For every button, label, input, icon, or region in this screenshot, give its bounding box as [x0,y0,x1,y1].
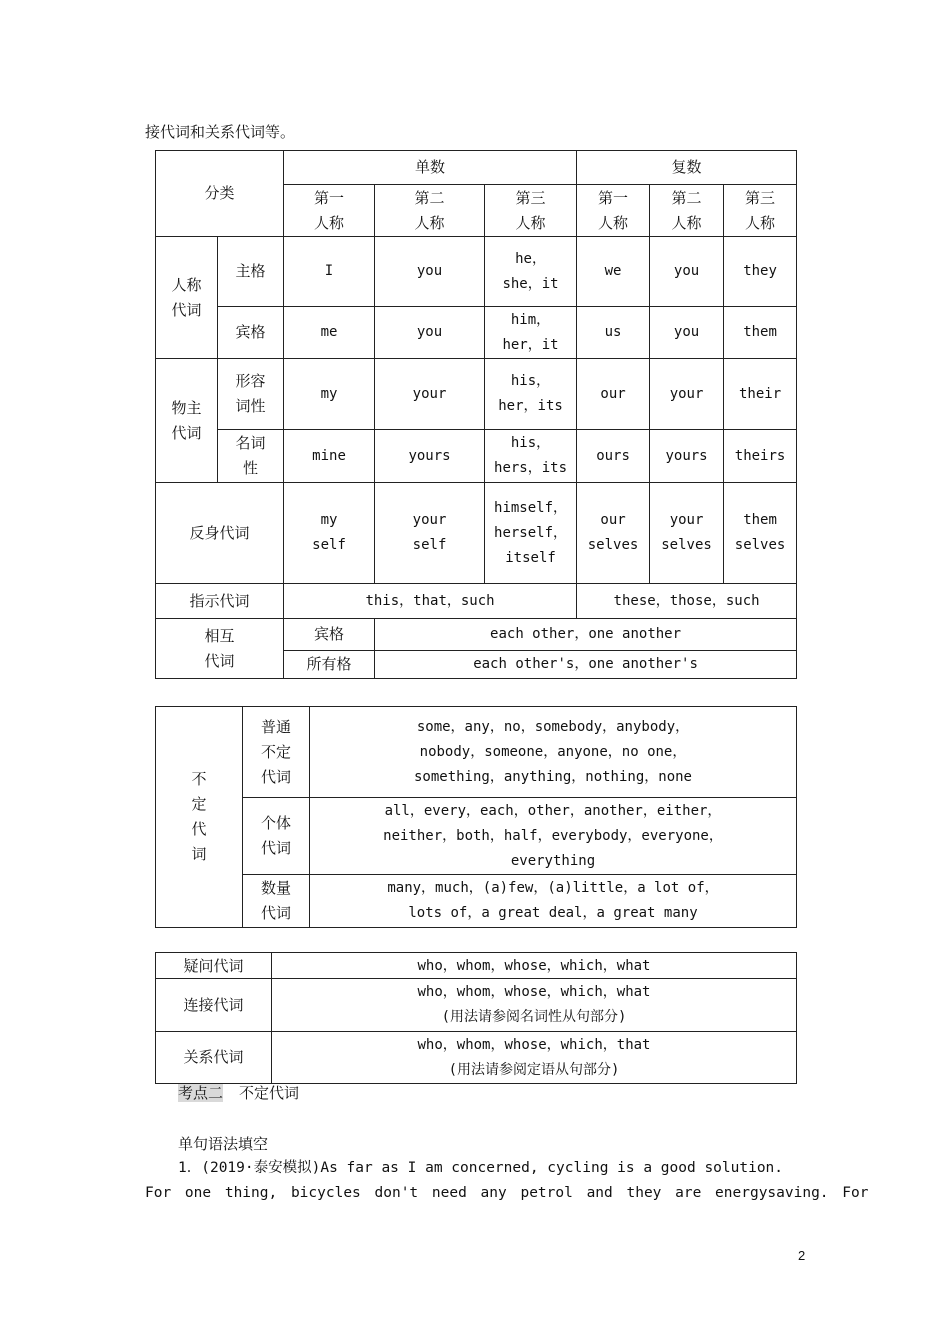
row-label: 普通 不定 代词 [243,707,310,798]
possessive-label: 物主 代词 [156,359,218,483]
table-cell: ours [577,430,650,483]
row-label: 个体 代词 [243,798,310,875]
table-cell: us [577,307,650,359]
indefinite-pronoun-table [155,706,797,928]
person-header: 第一 人称 [284,185,375,237]
pronoun-table [155,150,797,679]
table-cell: yours [650,430,724,483]
table-cell: you [375,237,485,307]
reciprocal-genitive-value: each other's，one another's [375,651,797,679]
table-cell: himself， herself， itself [485,483,577,584]
exercise-line: For one thing, bicycles don't need any petrol and they are energysaving. For [145,1185,869,1201]
table-cell: his， hers，its [485,430,577,483]
personal-label: 人称 代词 [156,237,218,359]
table-cell: you [650,307,724,359]
plural-header: 复数 [577,151,797,185]
table-cell: them [724,307,797,359]
person-header: 第二 人称 [375,185,485,237]
noun-label: 名词 性 [218,430,284,483]
reflexive-label: 反身代词 [156,483,284,584]
reciprocal-object-label: 宾格 [284,619,375,651]
table-cell: your self [375,483,485,584]
page-number: 2 [798,1248,806,1263]
table-cell: your selves [650,483,724,584]
person-header: 第二 人称 [650,185,724,237]
table-cell: his， her，its [485,359,577,430]
table-cell: me [284,307,375,359]
exercise-line: 1．(2019·泰安模拟)As far as I am concerned, cycling is a good solution. [178,1160,784,1176]
person-header: 第三 人称 [485,185,577,237]
interrogative-table [155,952,797,1084]
table-cell: they [724,237,797,307]
table-cell: him， her，it [485,307,577,359]
row-value: who，whom，whose，which，what (用法请参阅名词性从句部分) [272,979,797,1032]
row-label: 连接代词 [156,979,272,1032]
table-cell: yours [375,430,485,483]
table-cell: my [284,359,375,430]
table-cell: you [375,307,485,359]
category-header: 分类 [156,151,284,237]
row-value: some，any，no，somebody，anybody， nobody，someone，anyone，no one， something，anything，nothing，none [310,707,797,798]
reciprocal-label: 相互 代词 [156,619,284,679]
demonstrative-label: 指示代词 [156,584,284,619]
singular-header: 单数 [284,151,577,185]
table-cell: theirs [724,430,797,483]
table-cell: my self [284,483,375,584]
row-label: 疑问代词 [156,953,272,979]
row-value: all，every，each，other，another，either， neither，both，half，everybody，everyone， everything [310,798,797,875]
reciprocal-genitive-label: 所有格 [284,651,375,679]
table-cell: he， she，it [485,237,577,307]
demonstrative-singular: this，that，such [284,584,577,619]
row-value: who，whom，whose，which，what [272,953,797,979]
object-label: 宾格 [218,307,284,359]
section-title: 不定代词 [239,1084,300,1102]
person-header: 第三 人称 [724,185,797,237]
table-cell: their [724,359,797,430]
row-value: many，much，(a)few，(a)little，a lot of， lots of，a great deal，a great many [310,875,797,928]
demonstrative-plural: these，those，such [577,584,797,619]
table-cell: we [577,237,650,307]
table-cell: your [375,359,485,430]
table-cell: our [577,359,650,430]
row-value: who，whom，whose，which，that (用法请参阅定语从句部分) [272,1032,797,1084]
reciprocal-object-value: each other，one another [375,619,797,651]
table-cell: you [650,237,724,307]
person-header: 第一 人称 [577,185,650,237]
adjective-label: 形容 词性 [218,359,284,430]
subject-label: 主格 [218,237,284,307]
row-label: 关系代词 [156,1032,272,1084]
indefinite-label: 不 定 代 词 [156,707,243,928]
section-heading [178,1082,299,1103]
table-cell: our selves [577,483,650,584]
section-tag: 考点二 [178,1084,224,1102]
exercise-heading: 单句语法填空 [178,1135,269,1153]
table-cell: mine [284,430,375,483]
intro-line: 接代词和关系代词等。 [145,123,296,141]
table-cell: them selves [724,483,797,584]
table-cell: your [650,359,724,430]
table-cell: I [284,237,375,307]
row-label: 数量 代词 [243,875,310,928]
